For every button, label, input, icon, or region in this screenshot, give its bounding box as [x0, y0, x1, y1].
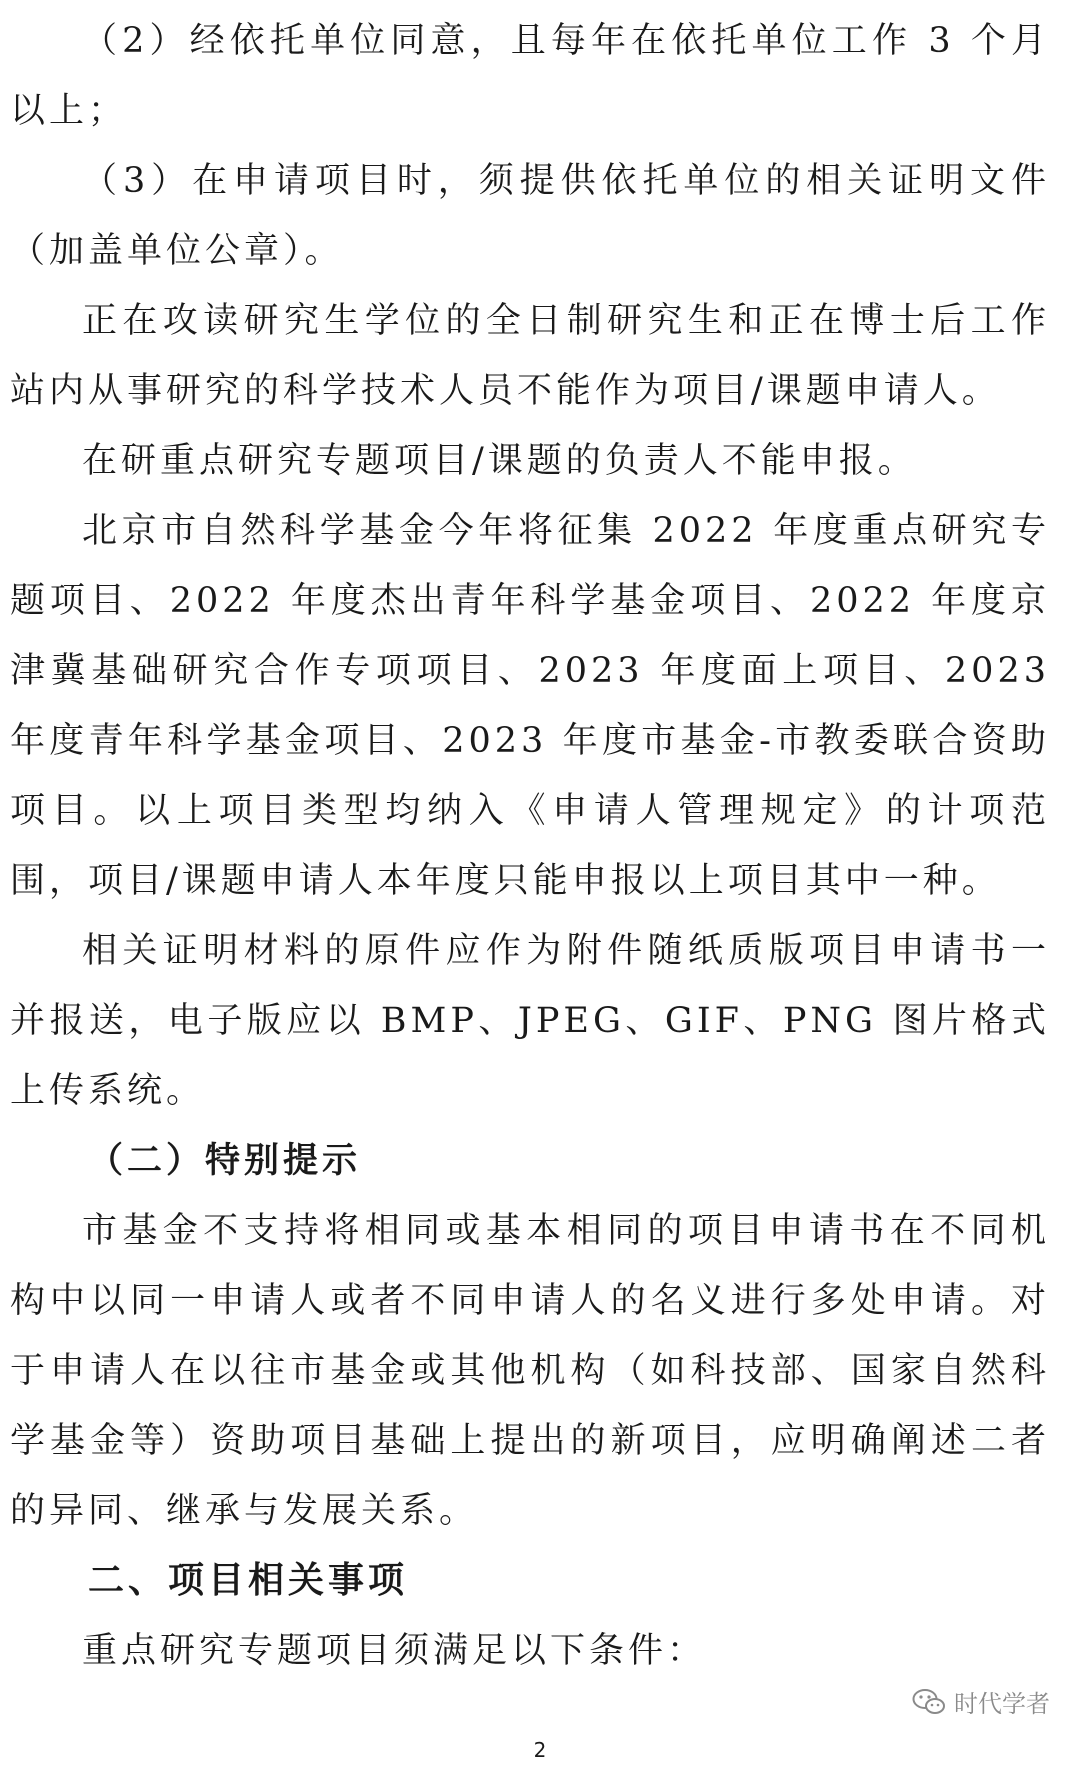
- paragraph-condition-2: （2）经依托单位同意，且每年在依托单位工作 3 个月以上；: [10, 21, 1050, 131]
- wechat-icon: [912, 1688, 946, 1716]
- paragraph-condition-3: （3）在申请项目时，须提供依托单位的相关证明文件（加盖单位公章）。: [10, 161, 1050, 271]
- document-body: [10, 6, 1050, 1686]
- paragraph-ineligible-applicants: 正在攻读研究生学位的全日制研究生和正在博士后工作站内从事研究的科学技术人员不能作为项目/课题申请人。: [10, 301, 1050, 411]
- paragraph-supporting-materials: 相关证明材料的原件应作为附件随纸质版项目申请书一并报送，电子版应以 BMP、JPEG、GIF、PNG 图片格式上传系统。: [10, 931, 1050, 1111]
- paragraph-section-intro: 重点研究专题项目须满足以下条件：: [82, 1631, 707, 1671]
- watermark: [912, 1684, 1050, 1719]
- watermark-text: 时代学者: [954, 1690, 1050, 1718]
- paragraph-special-note: 市基金不支持将相同或基本相同的项目申请书在不同机构中以同一申请人或者不同申请人的名义进行多处申请。对于申请人在以往市基金或其他机构（如科技部、国家自然科学基金等）资助项目基础上提出的新项目，应明确阐述二者的异同、继承与发展关系。: [10, 1211, 1050, 1531]
- paragraph-project-types: 北京市自然科学基金今年将征集 2022 年度重点研究专题项目、2022 年度杰出青年科学基金项目、2022 年度京津冀基础研究合作专项项目、2023 年度面上项目、2023 年度青年科学基金项目、2023 年度市基金-市教委联合资助项目。以上项目类型均纳入《申请人管理规定》的计项范围，项目/课题申请人本年度只能申报以上项目其中一种。: [10, 511, 1050, 901]
- section-heading: 二、项目相关事项: [88, 1560, 409, 1601]
- subheading-special-note: （二）特别提示: [88, 1140, 362, 1181]
- page-number: 2: [533, 1738, 547, 1762]
- paragraph-ongoing-projects: 在研重点研究专题项目/课题的负责人不能申报。: [82, 441, 917, 481]
